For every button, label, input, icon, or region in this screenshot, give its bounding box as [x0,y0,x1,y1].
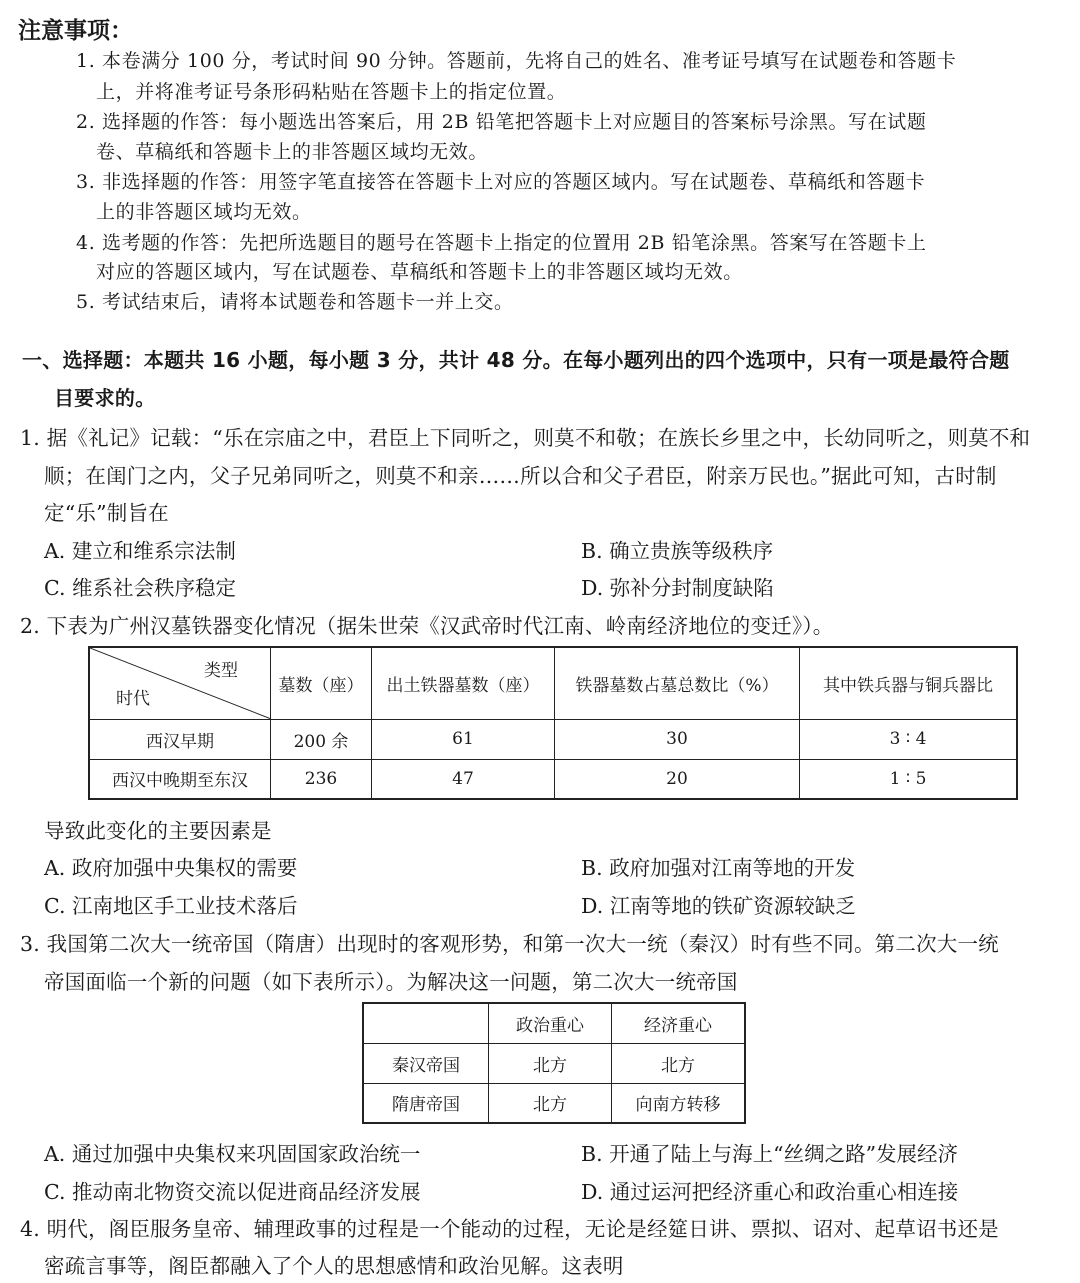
section-heading: 一、选择题：本题共 16 小题，每小题 3 分，共计 48 分。在每小题列出的四个选项中，只有一项是最符合题 [22,348,1010,372]
question-1-option-d: D. 弥补分封制度缺陷 [581,576,774,600]
question-3-stem: 帝国面临一个新的问题（如下表所示）。为解决这一问题，第二次大一统帝国 [44,970,738,994]
question-2-stem: 2. 下表为广州汉墓铁器变化情况（据朱世荣《汉武帝时代江南、岭南经济地位的变迁》）。 [20,614,834,638]
notice-line: 2. 选择题的作答：每小题选出答案后，用 2B 铅笔把答题卡上对应题目的答案标号涂黑。写在试题 [76,111,927,133]
table-cell: 47 [372,759,555,799]
political-economic-center-table [362,1002,746,1124]
diagonal-header-type: 类型 [204,661,238,681]
section-heading-cont: 目要求的。 [54,386,156,410]
table-cell: 北方 [489,1043,612,1083]
table-cell: 隋唐帝国 [363,1083,489,1123]
table-cell: 236 [271,759,372,799]
table-cell: 西汉中晚期至东汉 [89,759,271,799]
question-4-stem: 4. 明代，阁臣服务皇帝、辅理政事的过程是一个能动的过程，无论是经筵日讲、票拟、诏对、起草诏书还是 [20,1217,999,1241]
question-4-stem: 密疏言事等，阁臣都融入了个人的思想感情和政治见解。这表明 [44,1254,624,1278]
notice-line: 上，并将准考证号条形码粘贴在答题卡上的指定位置。 [96,81,567,103]
question-2-option-b: B. 政府加强对江南等地的开发 [581,856,856,880]
table-header-cell: 出土铁器墓数（座） [372,647,555,719]
diagonal-header-era: 时代 [116,688,150,709]
notice-line: 5. 考试结束后，请将本试题卷和答题卡一并上交。 [76,291,514,313]
table-cell: 20 [555,759,800,799]
question-1-option-c: C. 维系社会秩序稳定 [44,576,236,600]
iron-artifacts-table [88,646,1018,800]
table-row [89,759,1017,799]
question-1-stem: 顺；在闺门之内，父子兄弟同听之，则莫不和亲……所以合和父子君臣，附亲万民也。”据此可知，古时制 [44,464,997,488]
table-cell: 北方 [489,1083,612,1123]
table-header-cell: 铁器墓数占墓总数比（%） [555,647,800,719]
table-header-cell: 经济重心 [612,1003,746,1043]
notice-title: 注意事项： [18,18,133,44]
table-header-cell: 其中铁兵器与铜兵器比 [800,647,1018,719]
question-3-option-d: D. 通过运河把经济重心和政治重心相连接 [581,1180,959,1204]
table-row [363,1043,745,1083]
question-3-option-a: A. 通过加强中央集权来巩固国家政治统一 [44,1142,421,1166]
table-cell: 200 余 [271,719,372,759]
table-cell: 30 [555,719,800,759]
table-cell: 61 [372,719,555,759]
table-header-cell: 政治重心 [489,1003,612,1043]
table-cell: 西汉早期 [89,719,271,759]
question-1-stem: 1. 据《礼记》记载：“乐在宗庙之中，君臣上下同听之，则莫不和敬；在族长乡里之中，长幼同听之，则莫不和 [20,426,1031,450]
question-3-option-b: B. 开通了陆上与海上“丝绸之路”发展经济 [581,1142,959,1166]
question-3-stem: 3. 我国第二次大一统帝国（隋唐）出现时的客观形势，和第一次大一统（秦汉）时有些不同。第二次大一统 [20,932,999,956]
table-cell: 向南方转移 [612,1083,746,1123]
notice-line: 4. 选考题的作答：先把所选题目的题号在答题卡上指定的位置用 2B 铅笔涂黑。答案写在答题卡上 [76,232,927,254]
table-header-cell [363,1003,489,1043]
question-3-option-c: C. 推动南北物资交流以促进商品经济发展 [44,1180,421,1204]
notice-line: 3. 非选择题的作答：用签字笔直接答在答题卡上对应的答题区域内。写在试题卷、草稿纸和答题卡 [76,171,926,193]
notice-line: 卷、草稿纸和答题卡上的非答题区域均无效。 [96,141,489,163]
question-1-option-a: A. 建立和维系宗法制 [44,539,236,563]
notice-line: 1. 本卷满分 100 分，考试时间 90 分钟。答题前，先将自己的姓名、准考证号填写在试题卷和答题卡 [76,50,957,72]
notice-line: 对应的答题区域内，写在试题卷、草稿纸和答题卡上的非答题区域均无效。 [96,261,743,283]
notice-line: 上的非答题区域均无效。 [96,201,312,223]
question-2-option-a: A. 政府加强中央集权的需要 [44,856,298,880]
table-cell: 3 ∶ 4 [800,719,1018,759]
question-1-option-b: B. 确立贵族等级秩序 [581,539,774,563]
question-2-prompt: 导致此变化的主要因素是 [44,819,272,843]
table-header-diagonal-cell [89,647,271,719]
question-2-option-c: C. 江南地区手工业技术落后 [44,894,298,918]
table-cell: 北方 [612,1043,746,1083]
table-cell: 秦汉帝国 [363,1043,489,1083]
question-2-option-d: D. 江南等地的铁矿资源较缺乏 [581,894,856,918]
table-row [89,719,1017,759]
table-row [363,1083,745,1123]
table-cell: 1 ∶ 5 [800,759,1018,799]
table-header-cell: 墓数（座） [271,647,372,719]
question-1-stem: 定“乐”制旨在 [44,501,169,525]
table-row [363,1003,745,1043]
